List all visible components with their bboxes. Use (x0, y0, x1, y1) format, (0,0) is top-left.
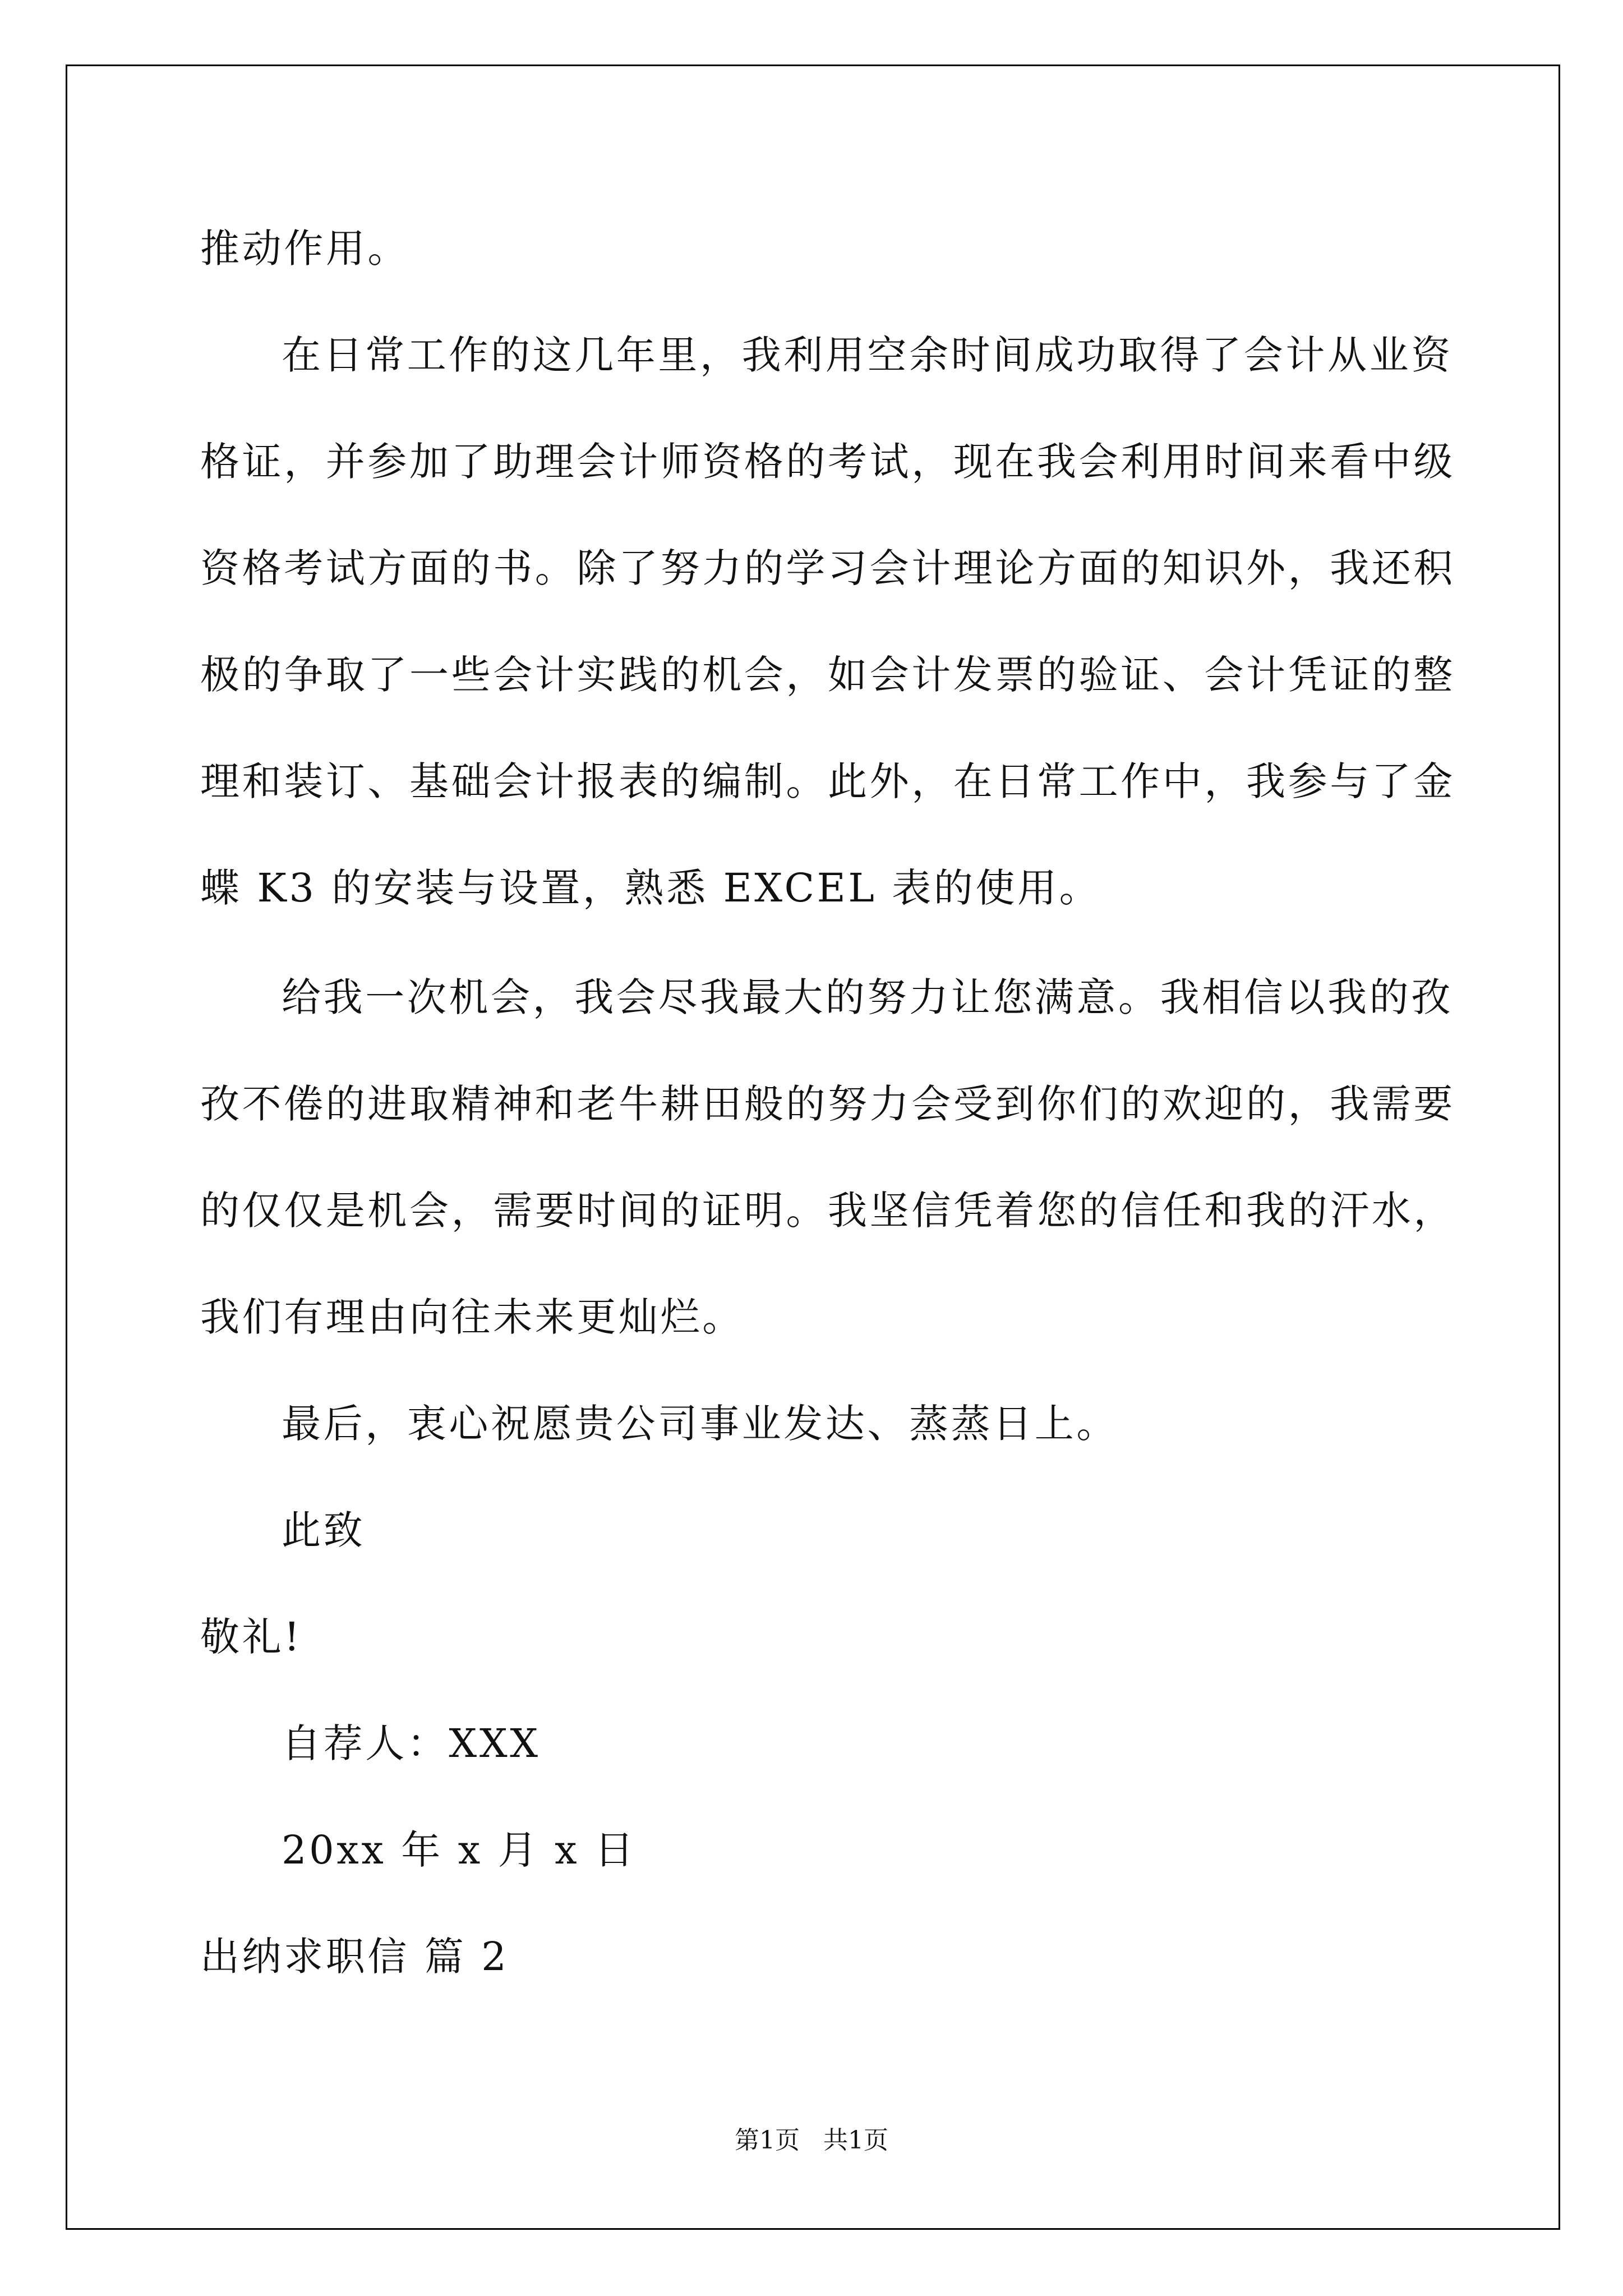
text-line: 给我一次机会，我会尽我最大的努力让您满意。我相信以我的孜 (282, 974, 1453, 1020)
text-line: 最后，衷心祝愿贵公司事业发达、蒸蒸日上。 (282, 1401, 1118, 1447)
text-line: 敬礼! (200, 1614, 302, 1660)
page-footer: 第1页 共1页 (735, 2126, 888, 2155)
text-line: 的仅仅是机会，需要时间的证明。我坚信凭着您的信任和我的汗水， (200, 1188, 1455, 1234)
text-line: 20xx 年 x 月 x 日 (282, 1827, 637, 1873)
section-heading: 出纳求职信 篇 2 (200, 1934, 509, 1980)
text-line: 推动作用。 (200, 226, 409, 272)
text-line: 极的争取了一些会计实践的机会，如会计发票的验证、会计凭证的整 (200, 652, 1455, 698)
text-line: 蝶 K3 的安装与设置，熟悉 EXCEL 表的使用。 (200, 865, 1101, 911)
text-line: 资格考试方面的书。除了努力的学习会计理论方面的知识外，我还积 (200, 545, 1455, 591)
text-line: 我们有理由向往未来更灿烂。 (200, 1294, 744, 1340)
text-line: 格证，并参加了助理会计师资格的考试，现在我会利用时间来看中级 (200, 439, 1455, 485)
text-line: 在日常工作的这几年里，我利用空余时间成功取得了会计从业资 (282, 332, 1453, 378)
text-line: 此致 (282, 1507, 366, 1553)
text-line: 理和装订、基础会计报表的编制。此外，在日常工作中，我参与了金 (200, 758, 1455, 804)
text-line: 孜不倦的进取精神和老牛耕田般的努力会受到你们的欢迎的，我需要 (200, 1081, 1455, 1127)
page-border (66, 65, 1560, 2230)
text-line: 自荐人：XXX (282, 1720, 541, 1766)
